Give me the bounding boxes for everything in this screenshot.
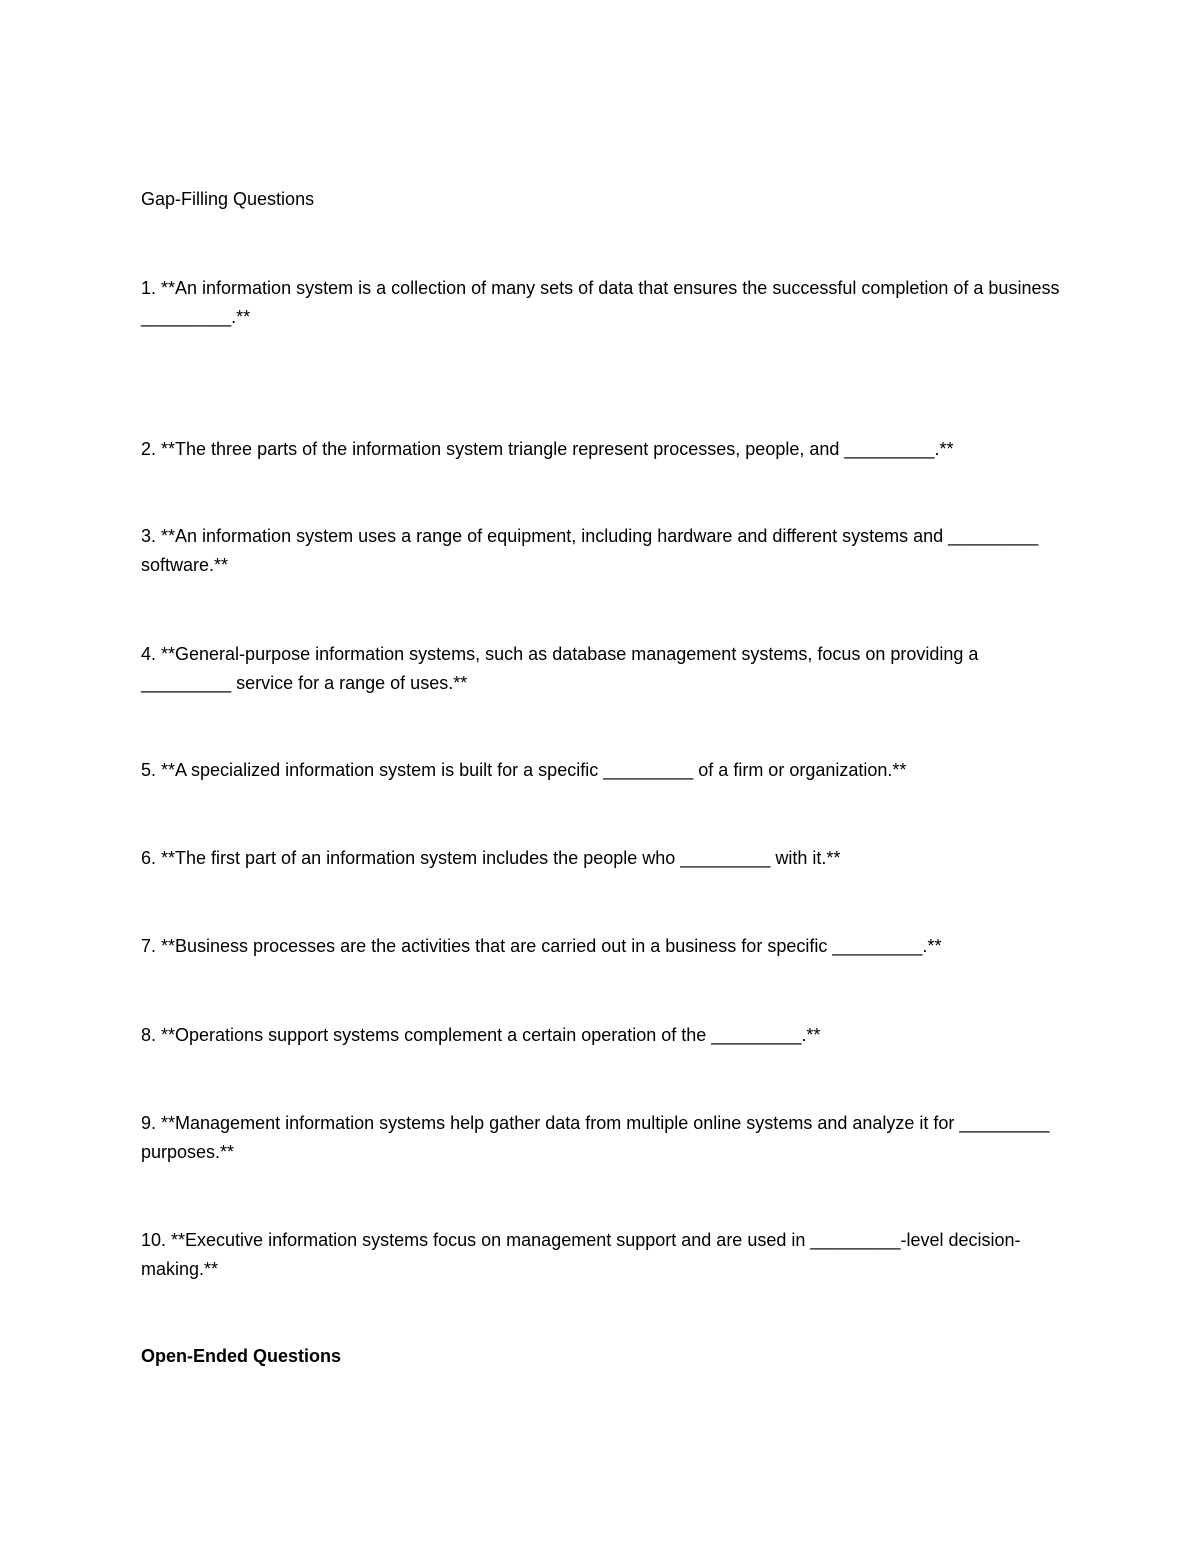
question-5: 5. **A specialized information system is built for a specific _________ of a firm or organization.** bbox=[141, 760, 907, 780]
open-ended-heading: Open-Ended Questions bbox=[141, 1346, 342, 1366]
question-10: 10. **Executive information systems focus on management support and are used in _________-level decision-making.** bbox=[141, 1230, 1021, 1279]
question-8: 8. **Operations support systems complement a certain operation of the _________.** bbox=[141, 1025, 821, 1045]
question-2: 2. **The three parts of the information system triangle represent processes, people, and _________.** bbox=[141, 439, 954, 459]
question-3: 3. **An information system uses a range of equipment, including hardware and different systems and _________ software.** bbox=[141, 526, 1039, 575]
question-6: 6. **The first part of an information system includes the people who _________ with it.** bbox=[141, 848, 841, 868]
question-7: 7. **Business processes are the activities that are carried out in a business for specific _________.** bbox=[141, 936, 942, 956]
question-4: 4. **General-purpose information systems, such as database management systems, focus on providing a _________ service for a range of uses.** bbox=[141, 644, 979, 693]
gap-filling-heading: Gap-Filling Questions bbox=[141, 189, 315, 209]
question-1: 1. **An information system is a collection of many sets of data that ensures the successful completion of a business _________.** bbox=[141, 278, 1060, 327]
question-9: 9. **Management information systems help gather data from multiple online systems and analyze it for _________ purposes.** bbox=[141, 1113, 1050, 1162]
